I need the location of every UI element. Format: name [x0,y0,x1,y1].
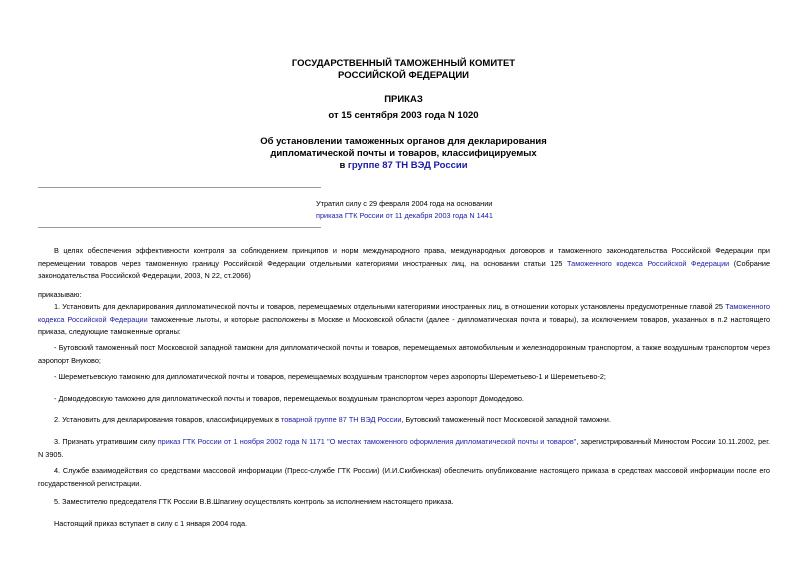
effective-date-paragraph: Настоящий приказ вступает в силу с 1 января 2004 года. [54,519,248,528]
sub-item-domodedovo: - Домодедовскую таможню для дипломатической почты и товаров, перемещаемых воздушным транспортом через аэропорт Домодедово. [54,394,524,403]
divider-bottom [38,227,321,228]
item-5-paragraph: 5. Заместителю председателя ГТК России В.В.Шпагину осуществлять контроль за исполнением настоящего приказа. [54,497,454,506]
item-3-text-end: , зарегистрированный Минюстом России 10.11.2002, рег. N 3905. [38,437,771,459]
repealed-order-link[interactable]: приказ ГТК России от 1 ноября 2002 года N 1171 "О местах таможенного оформления дипломатической почты и товаров" [157,437,577,446]
item-2-text-end: , Бутовский таможенный пост Московской западной таможни. [401,415,611,424]
doc-title-line1: Об установлении таможенных органов для декларирования [260,136,547,147]
issuer-line1: ГОСУДАРСТВЕННЫЙ ТАМОЖЕННЫЙ КОМИТЕТ [291,58,516,69]
doc-title-prefix: в [339,160,348,171]
issuer-line2: РОССИЙСКОЙ ФЕДЕРАЦИИ [337,70,469,81]
doc-title-line2: дипломатической почты и товаров, классифицируемых [270,148,537,159]
repeal-order-link[interactable]: приказа ГТК России от 11 декабря 2003 года N 1441 [316,211,493,220]
status-note-link-line [316,210,493,222]
item-1-text-end: таможенные льготы, и которые расположены в Москве и Московской области (далее - дипломатическая почта и товары), за исключением товаров, указанных в п.2 настоящего приказа, следующие таможенные органы: [38,314,771,336]
doc-date-number: от 15 сентября 2003 года N 1020 [328,110,479,121]
item-1-text: 1. Установить для декларирования дипломатической почты и товаров, перемещаемых отдельными категориями иностранных лиц, в отношении которых установлены предусмотренные главой 25 [54,302,726,311]
sub-item-sheremetyevo: - Шереметьевскую таможню для дипломатической почты и товаров, перемещаемых воздушным транспортом через аэропорты Шереметьево-1 и Шереметьево-2; [54,372,606,381]
tn-ved-group-link[interactable]: группе 87 ТН ВЭД России [347,160,468,171]
doc-title-line3 [0,160,807,172]
item-4-paragraph: 4. Службе взаимодействия со средствами массовой информации (Пресс-службе ГТК России) (И.И.Скибинская) обеспечить опубликование настоящего приказа в средствах массовой информации после его государственной регистрации. [38,466,770,488]
customs-code-link-2[interactable]: Таможенного кодекса Российской Федерации [38,302,770,324]
item-2-text: 2. Установить для декларирования товаров, классифицируемых в [54,415,281,424]
preamble-paragraph [38,245,770,283]
goods-group-link[interactable]: товарной группе 87 ТН ВЭД России [280,415,402,424]
item-3-text: 3. Признать утратившим силу [54,437,158,446]
divider-top [38,187,321,188]
doc-type: ПРИКАЗ [384,94,423,105]
preamble-text-end: (Собрание законодательства Российской Федерации, 2003, N 22, ст.2066) [38,258,770,280]
item-2-paragraph [38,414,770,427]
status-note-line1: Утратил силу с 29 февраля 2004 года на основании [316,199,493,208]
item-1-paragraph [38,301,770,339]
sub-item-butovo: - Бутовский таможенный пост Московской западной таможни для дипломатической почты и товаров, перемещаемых автомобильным и железнодорожным транспортом, а также воздушным транспортом через аэропорт Внуково; [38,343,770,365]
item-3-paragraph [38,436,770,461]
order-word: приказываю: [38,290,82,299]
customs-code-link[interactable]: Таможенного кодекса Российской Федерации [567,258,730,268]
preamble-text: В целях обеспечения эффективности контроля за соблюдением принципов и норм международного права, международных договоров и таможенного законодательства Российской Федерации при перемещении товаров через таможенную границу Российской Федерации отдельными категориями иностранных лиц, на основании статьи 125 [38,246,770,268]
